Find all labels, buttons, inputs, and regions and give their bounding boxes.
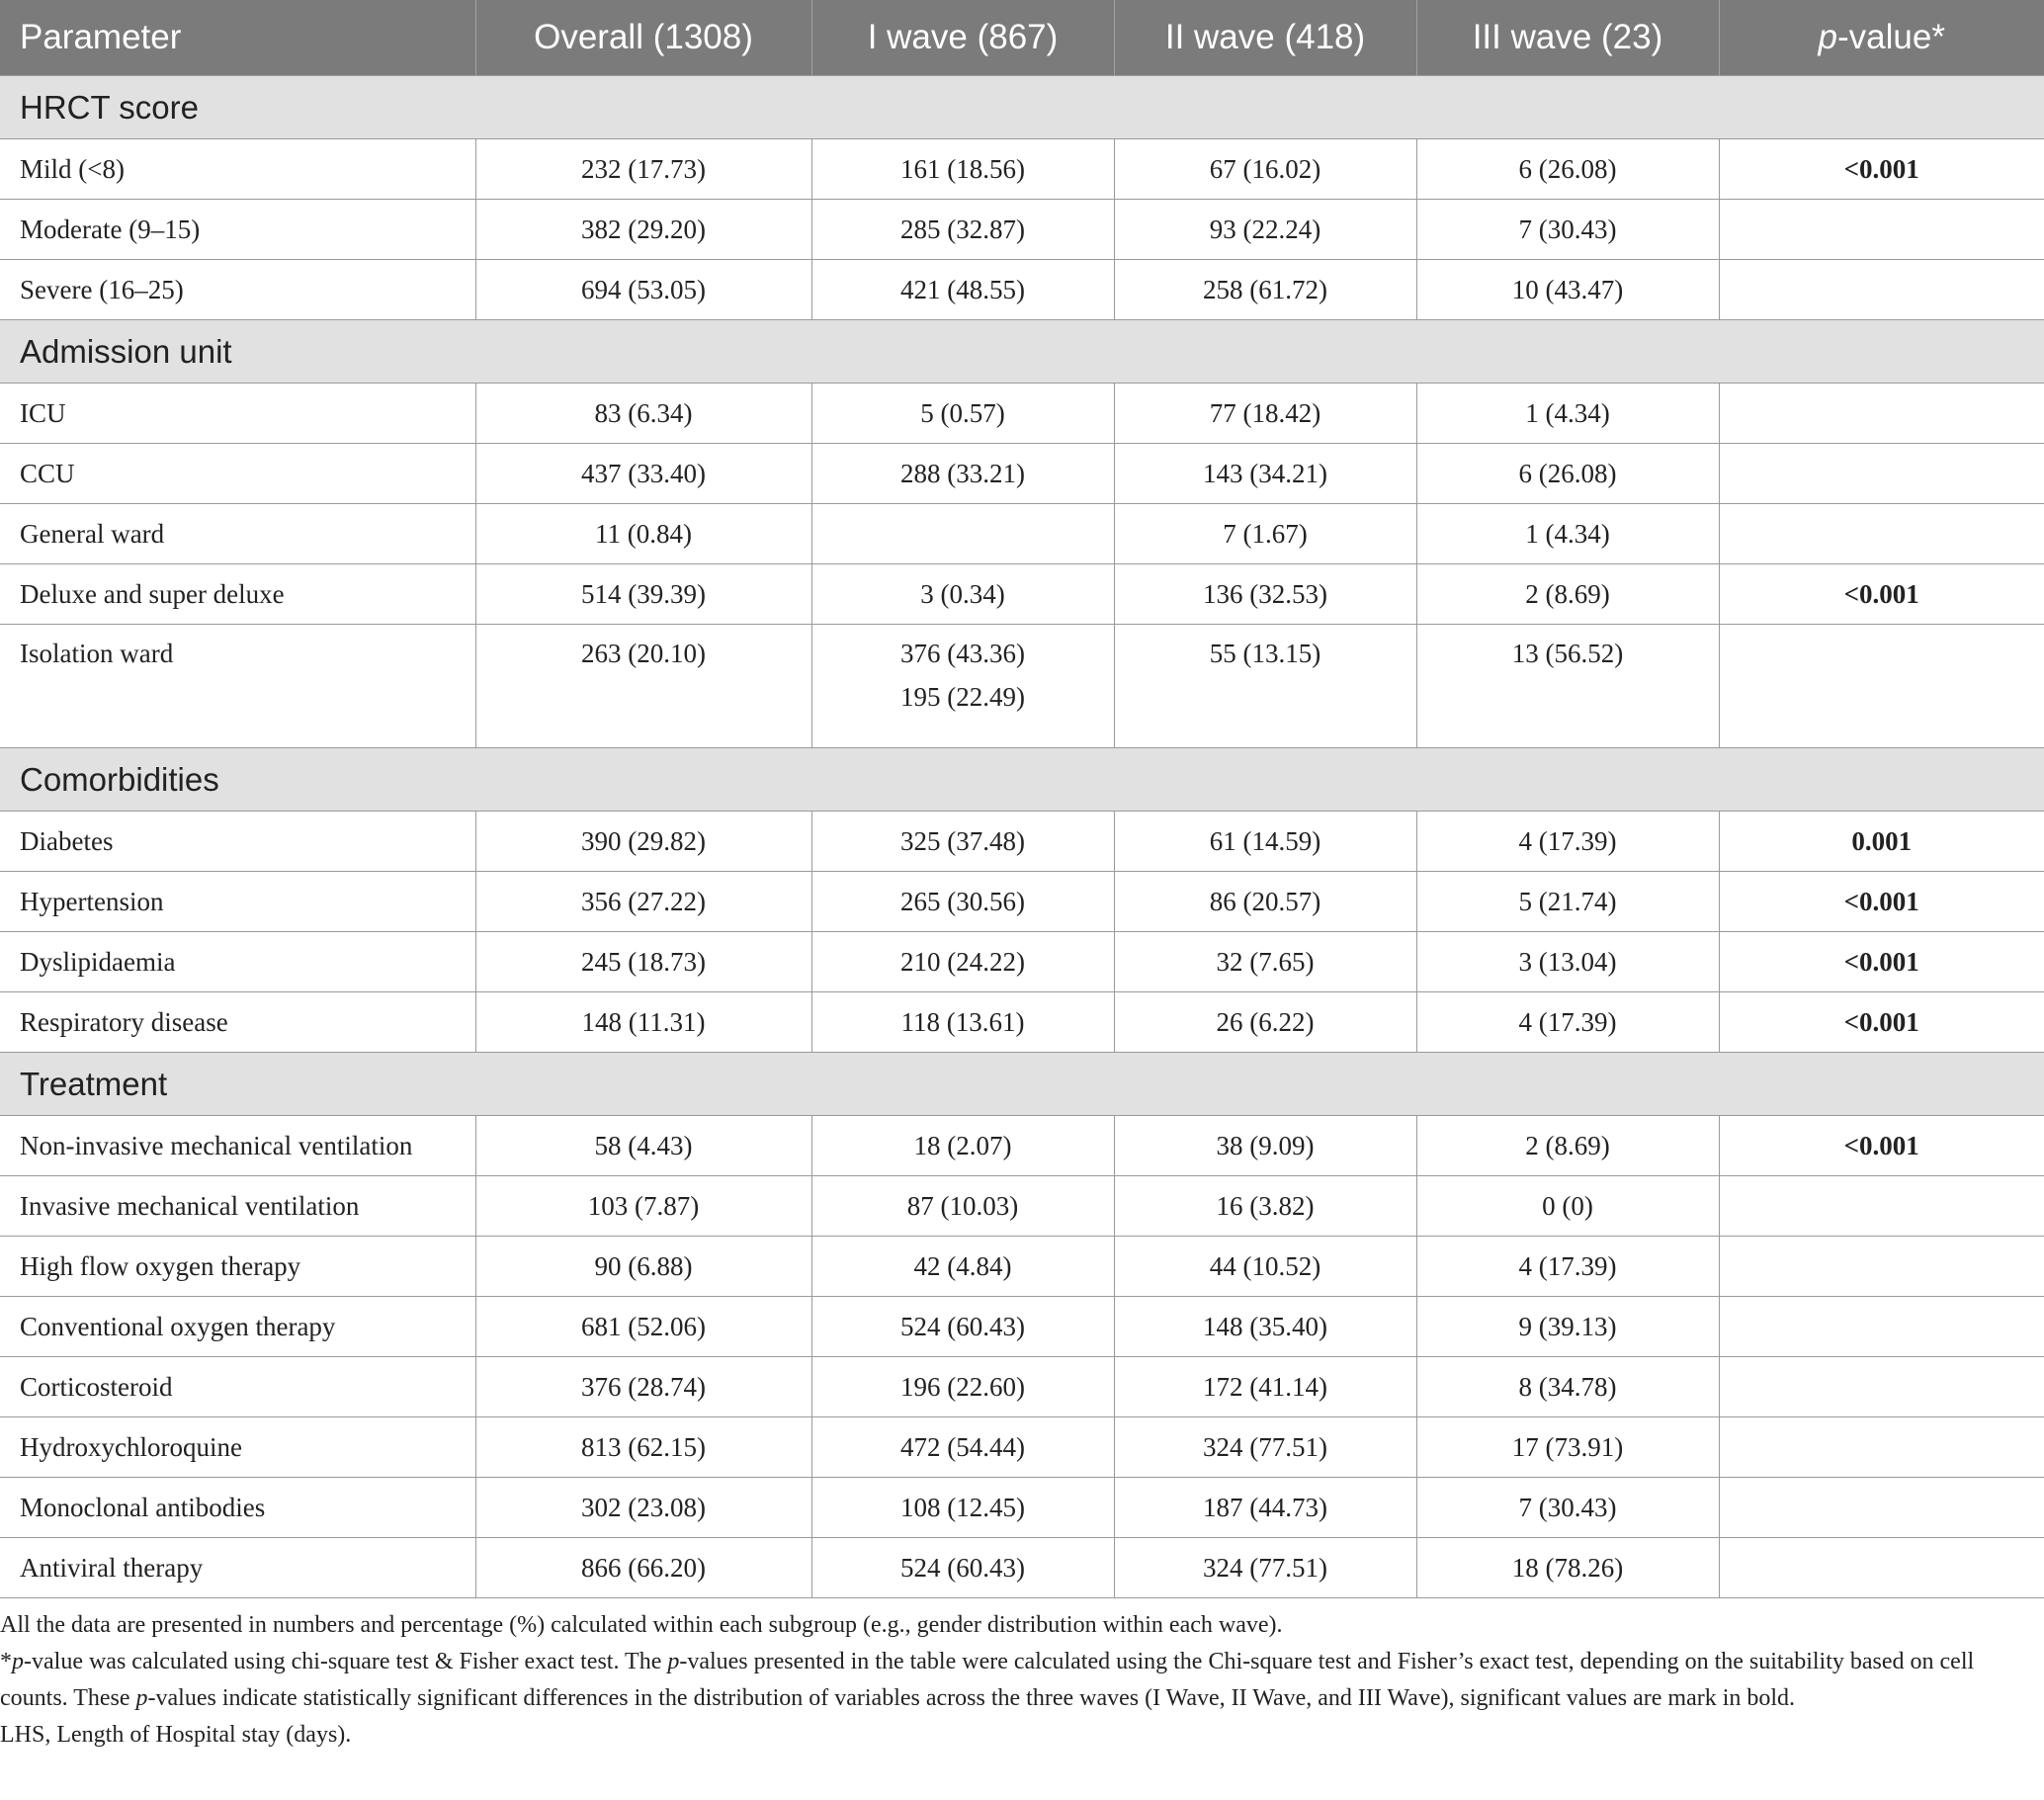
table-body xyxy=(0,76,2044,1598)
cell-value-line: 376 (43.36) xyxy=(900,639,1025,668)
table-row xyxy=(0,444,2044,504)
header-wave-1: I wave (867) xyxy=(811,0,1114,76)
cell-wave-1: 3 (0.34) xyxy=(811,564,1114,625)
cell-overall: 437 (33.40) xyxy=(475,444,811,504)
cell-parameter: High flow oxygen therapy xyxy=(0,1237,475,1297)
table-row xyxy=(0,872,2044,932)
cell-p-value xyxy=(1719,1237,2044,1297)
footnote-abbreviation: LHS, Length of Hospital stay (days). xyxy=(0,1722,352,1748)
cell-parameter: Corticosteroid xyxy=(0,1357,475,1417)
cell-p-value: <0.001 xyxy=(1719,1116,2044,1176)
cell-overall: 58 (4.43) xyxy=(475,1116,811,1176)
cell-wave-1: 108 (12.45) xyxy=(811,1478,1114,1538)
cell-overall: 514 (39.39) xyxy=(475,564,811,625)
cell-parameter: Conventional oxygen therapy xyxy=(0,1297,475,1357)
cell-overall: 382 (29.20) xyxy=(475,200,811,260)
cell-wave-3: 2 (8.69) xyxy=(1416,1116,1719,1176)
cell-wave-1: 472 (54.44) xyxy=(811,1417,1114,1478)
cell-parameter: Hypertension xyxy=(0,872,475,932)
table-row xyxy=(0,1176,2044,1237)
cell-wave-2: 324 (77.51) xyxy=(1114,1538,1416,1598)
cell-wave-2: 16 (3.82) xyxy=(1114,1176,1416,1237)
cell-p-value xyxy=(1719,625,2044,748)
cell-overall: 694 (53.05) xyxy=(475,260,811,320)
header-parameter: Parameter xyxy=(0,0,475,76)
cell-overall: 103 (7.87) xyxy=(475,1176,811,1237)
cell-p-value: <0.001 xyxy=(1719,139,2044,200)
cell-wave-2: 61 (14.59) xyxy=(1114,812,1416,872)
cell-wave-3: 3 (13.04) xyxy=(1416,932,1719,992)
cell-wave-1 xyxy=(811,625,1114,748)
table-footnotes xyxy=(0,1607,2026,1754)
cell-p-value xyxy=(1719,444,2044,504)
cell-p-value xyxy=(1719,1357,2044,1417)
cell-parameter: Monoclonal antibodies xyxy=(0,1478,475,1538)
cell-wave-2: 148 (35.40) xyxy=(1114,1297,1416,1357)
cell-wave-3: 13 (56.52) xyxy=(1416,625,1719,748)
cell-wave-1: 524 (60.43) xyxy=(811,1297,1114,1357)
cell-wave-1: 265 (30.56) xyxy=(811,872,1114,932)
cell-p-value: <0.001 xyxy=(1719,564,2044,625)
cell-wave-1: 288 (33.21) xyxy=(811,444,1114,504)
cell-overall: 232 (17.73) xyxy=(475,139,811,200)
cell-wave-1 xyxy=(811,504,1114,564)
cell-wave-2: 38 (9.09) xyxy=(1114,1116,1416,1176)
cell-wave-2: 32 (7.65) xyxy=(1114,932,1416,992)
cell-wave-1: 118 (13.61) xyxy=(811,992,1114,1053)
cell-parameter: Respiratory disease xyxy=(0,992,475,1053)
cell-overall: 148 (11.31) xyxy=(475,992,811,1053)
footnote-p-value-method xyxy=(0,1644,2026,1717)
cell-wave-2: 324 (77.51) xyxy=(1114,1417,1416,1478)
cell-wave-2: 258 (61.72) xyxy=(1114,260,1416,320)
table-row xyxy=(0,260,2044,320)
cell-wave-3: 2 (8.69) xyxy=(1416,564,1719,625)
table-row xyxy=(0,625,2044,748)
cell-parameter: Severe (16–25) xyxy=(0,260,475,320)
cell-wave-1: 161 (18.56) xyxy=(811,139,1114,200)
cell-parameter: Dyslipidaemia xyxy=(0,932,475,992)
section-title: Treatment xyxy=(0,1053,2044,1116)
footnote-p-italic: p xyxy=(667,1649,680,1674)
cell-parameter: Moderate (9–15) xyxy=(0,200,475,260)
cell-overall: 376 (28.74) xyxy=(475,1357,811,1417)
cell-p-value: <0.001 xyxy=(1719,992,2044,1053)
cell-parameter: Non-invasive mechanical ventilation xyxy=(0,1116,475,1176)
header-row xyxy=(0,0,2044,76)
section-row xyxy=(0,1053,2044,1116)
cell-wave-2: 172 (41.14) xyxy=(1114,1357,1416,1417)
cell-wave-3: 17 (73.91) xyxy=(1416,1417,1719,1478)
cell-parameter: General ward xyxy=(0,504,475,564)
footnote-text-a: -value was calculated using chi-square test & Fisher exact test. The xyxy=(24,1649,668,1674)
section-title: HRCT score xyxy=(0,76,2044,139)
cell-wave-2: 187 (44.73) xyxy=(1114,1478,1416,1538)
cell-wave-2: 44 (10.52) xyxy=(1114,1237,1416,1297)
cell-wave-2: 7 (1.67) xyxy=(1114,504,1416,564)
cell-wave-1: 196 (22.60) xyxy=(811,1357,1114,1417)
cell-wave-2: 26 (6.22) xyxy=(1114,992,1416,1053)
cell-p-value xyxy=(1719,1478,2044,1538)
table-row xyxy=(0,384,2044,444)
table-row xyxy=(0,1417,2044,1478)
footnote-star: * xyxy=(0,1649,12,1674)
cell-p-value xyxy=(1719,260,2044,320)
table-row xyxy=(0,1116,2044,1176)
table-header xyxy=(0,0,2044,76)
cell-wave-3: 8 (34.78) xyxy=(1416,1357,1719,1417)
table-row xyxy=(0,992,2044,1053)
cell-wave-1: 18 (2.07) xyxy=(811,1116,1114,1176)
cell-parameter: Mild (<8) xyxy=(0,139,475,200)
cell-p-value xyxy=(1719,1538,2044,1598)
section-row xyxy=(0,76,2044,139)
cell-p-value xyxy=(1719,200,2044,260)
section-row xyxy=(0,320,2044,384)
cell-wave-3: 18 (78.26) xyxy=(1416,1538,1719,1598)
cell-wave-2: 143 (34.21) xyxy=(1114,444,1416,504)
cell-wave-3: 1 (4.34) xyxy=(1416,504,1719,564)
cell-p-value: 0.001 xyxy=(1719,812,2044,872)
cell-wave-3: 1 (4.34) xyxy=(1416,384,1719,444)
cell-wave-3: 4 (17.39) xyxy=(1416,992,1719,1053)
header-p-value xyxy=(1719,0,2044,76)
section-title: Admission unit xyxy=(0,320,2044,384)
table-row xyxy=(0,1297,2044,1357)
cell-wave-1: 421 (48.55) xyxy=(811,260,1114,320)
cell-parameter: Isolation ward xyxy=(0,625,475,748)
cell-overall: 302 (23.08) xyxy=(475,1478,811,1538)
cell-wave-3: 0 (0) xyxy=(1416,1176,1719,1237)
table-row xyxy=(0,812,2044,872)
table-row xyxy=(0,1478,2044,1538)
table-row xyxy=(0,1237,2044,1297)
header-wave-2: II wave (418) xyxy=(1114,0,1416,76)
cell-parameter: Diabetes xyxy=(0,812,475,872)
cell-wave-2: 55 (13.15) xyxy=(1114,625,1416,748)
cell-overall: 245 (18.73) xyxy=(475,932,811,992)
cell-wave-1: 210 (24.22) xyxy=(811,932,1114,992)
footnote-text-b: -values presented in the table were calculated using the Chi-square test and Fisher’s exact test, depending on the suitability based on cell counts. These xyxy=(0,1649,1975,1711)
cell-wave-2: 136 (32.53) xyxy=(1114,564,1416,625)
footnote-p-italic: p xyxy=(135,1685,148,1711)
footnote-p-italic: p xyxy=(12,1649,24,1674)
section-title: Comorbidities xyxy=(0,748,2044,812)
cell-parameter: Hydroxychloroquine xyxy=(0,1417,475,1478)
cell-wave-3: 6 (26.08) xyxy=(1416,139,1719,200)
cell-overall: 90 (6.88) xyxy=(475,1237,811,1297)
cell-p-value xyxy=(1719,384,2044,444)
footnote-text-c: -values indicate statistically significant differences in the distribution of variables across the three waves (I Wave, II Wave, and III Wave), significant values are mark in bold. xyxy=(147,1685,1796,1711)
cell-overall: 813 (62.15) xyxy=(475,1417,811,1478)
cell-value-line: 195 (22.49) xyxy=(900,682,1025,712)
cell-p-value xyxy=(1719,1297,2044,1357)
cell-overall: 11 (0.84) xyxy=(475,504,811,564)
cell-parameter: ICU xyxy=(0,384,475,444)
cell-wave-3: 9 (39.13) xyxy=(1416,1297,1719,1357)
cell-p-value: <0.001 xyxy=(1719,872,2044,932)
cell-wave-3: 6 (26.08) xyxy=(1416,444,1719,504)
cell-wave-2: 86 (20.57) xyxy=(1114,872,1416,932)
cell-p-value: <0.001 xyxy=(1719,932,2044,992)
cell-parameter: Deluxe and super deluxe xyxy=(0,564,475,625)
cell-wave-1: 524 (60.43) xyxy=(811,1538,1114,1598)
table-row xyxy=(0,1357,2044,1417)
cell-p-value xyxy=(1719,504,2044,564)
header-overall: Overall (1308) xyxy=(475,0,811,76)
cell-wave-3: 7 (30.43) xyxy=(1416,200,1719,260)
footnote-data-presentation: All the data are presented in numbers and percentage (%) calculated within each subgroup (e.g., gender distribution within each wave). xyxy=(0,1612,1283,1638)
table-row xyxy=(0,932,2044,992)
table-row xyxy=(0,504,2044,564)
cell-overall: 866 (66.20) xyxy=(475,1538,811,1598)
section-row xyxy=(0,748,2044,812)
cell-overall: 390 (29.82) xyxy=(475,812,811,872)
header-p-italic: p xyxy=(1818,18,1837,56)
header-p-rest: -value* xyxy=(1837,18,1945,56)
cell-wave-3: 10 (43.47) xyxy=(1416,260,1719,320)
cell-wave-2: 77 (18.42) xyxy=(1114,384,1416,444)
cell-parameter: Antiviral therapy xyxy=(0,1538,475,1598)
cell-p-value xyxy=(1719,1417,2044,1478)
cell-parameter: Invasive mechanical ventilation xyxy=(0,1176,475,1237)
header-wave-3: III wave (23) xyxy=(1416,0,1719,76)
table-row xyxy=(0,139,2044,200)
cell-wave-3: 5 (21.74) xyxy=(1416,872,1719,932)
table-row xyxy=(0,564,2044,625)
cell-wave-3: 4 (17.39) xyxy=(1416,812,1719,872)
cell-wave-3: 7 (30.43) xyxy=(1416,1478,1719,1538)
cell-wave-1: 42 (4.84) xyxy=(811,1237,1114,1297)
cell-overall: 83 (6.34) xyxy=(475,384,811,444)
cell-wave-2: 67 (16.02) xyxy=(1114,139,1416,200)
cell-overall: 681 (52.06) xyxy=(475,1297,811,1357)
table-row xyxy=(0,1538,2044,1598)
cell-p-value xyxy=(1719,1176,2044,1237)
cell-wave-1: 285 (32.87) xyxy=(811,200,1114,260)
cell-wave-2: 93 (22.24) xyxy=(1114,200,1416,260)
table-row xyxy=(0,200,2044,260)
cell-wave-3: 4 (17.39) xyxy=(1416,1237,1719,1297)
cell-overall: 356 (27.22) xyxy=(475,872,811,932)
cell-parameter: CCU xyxy=(0,444,475,504)
cell-wave-1: 5 (0.57) xyxy=(811,384,1114,444)
cell-wave-1: 87 (10.03) xyxy=(811,1176,1114,1237)
cell-overall: 263 (20.10) xyxy=(475,625,811,748)
cell-wave-1: 325 (37.48) xyxy=(811,812,1114,872)
